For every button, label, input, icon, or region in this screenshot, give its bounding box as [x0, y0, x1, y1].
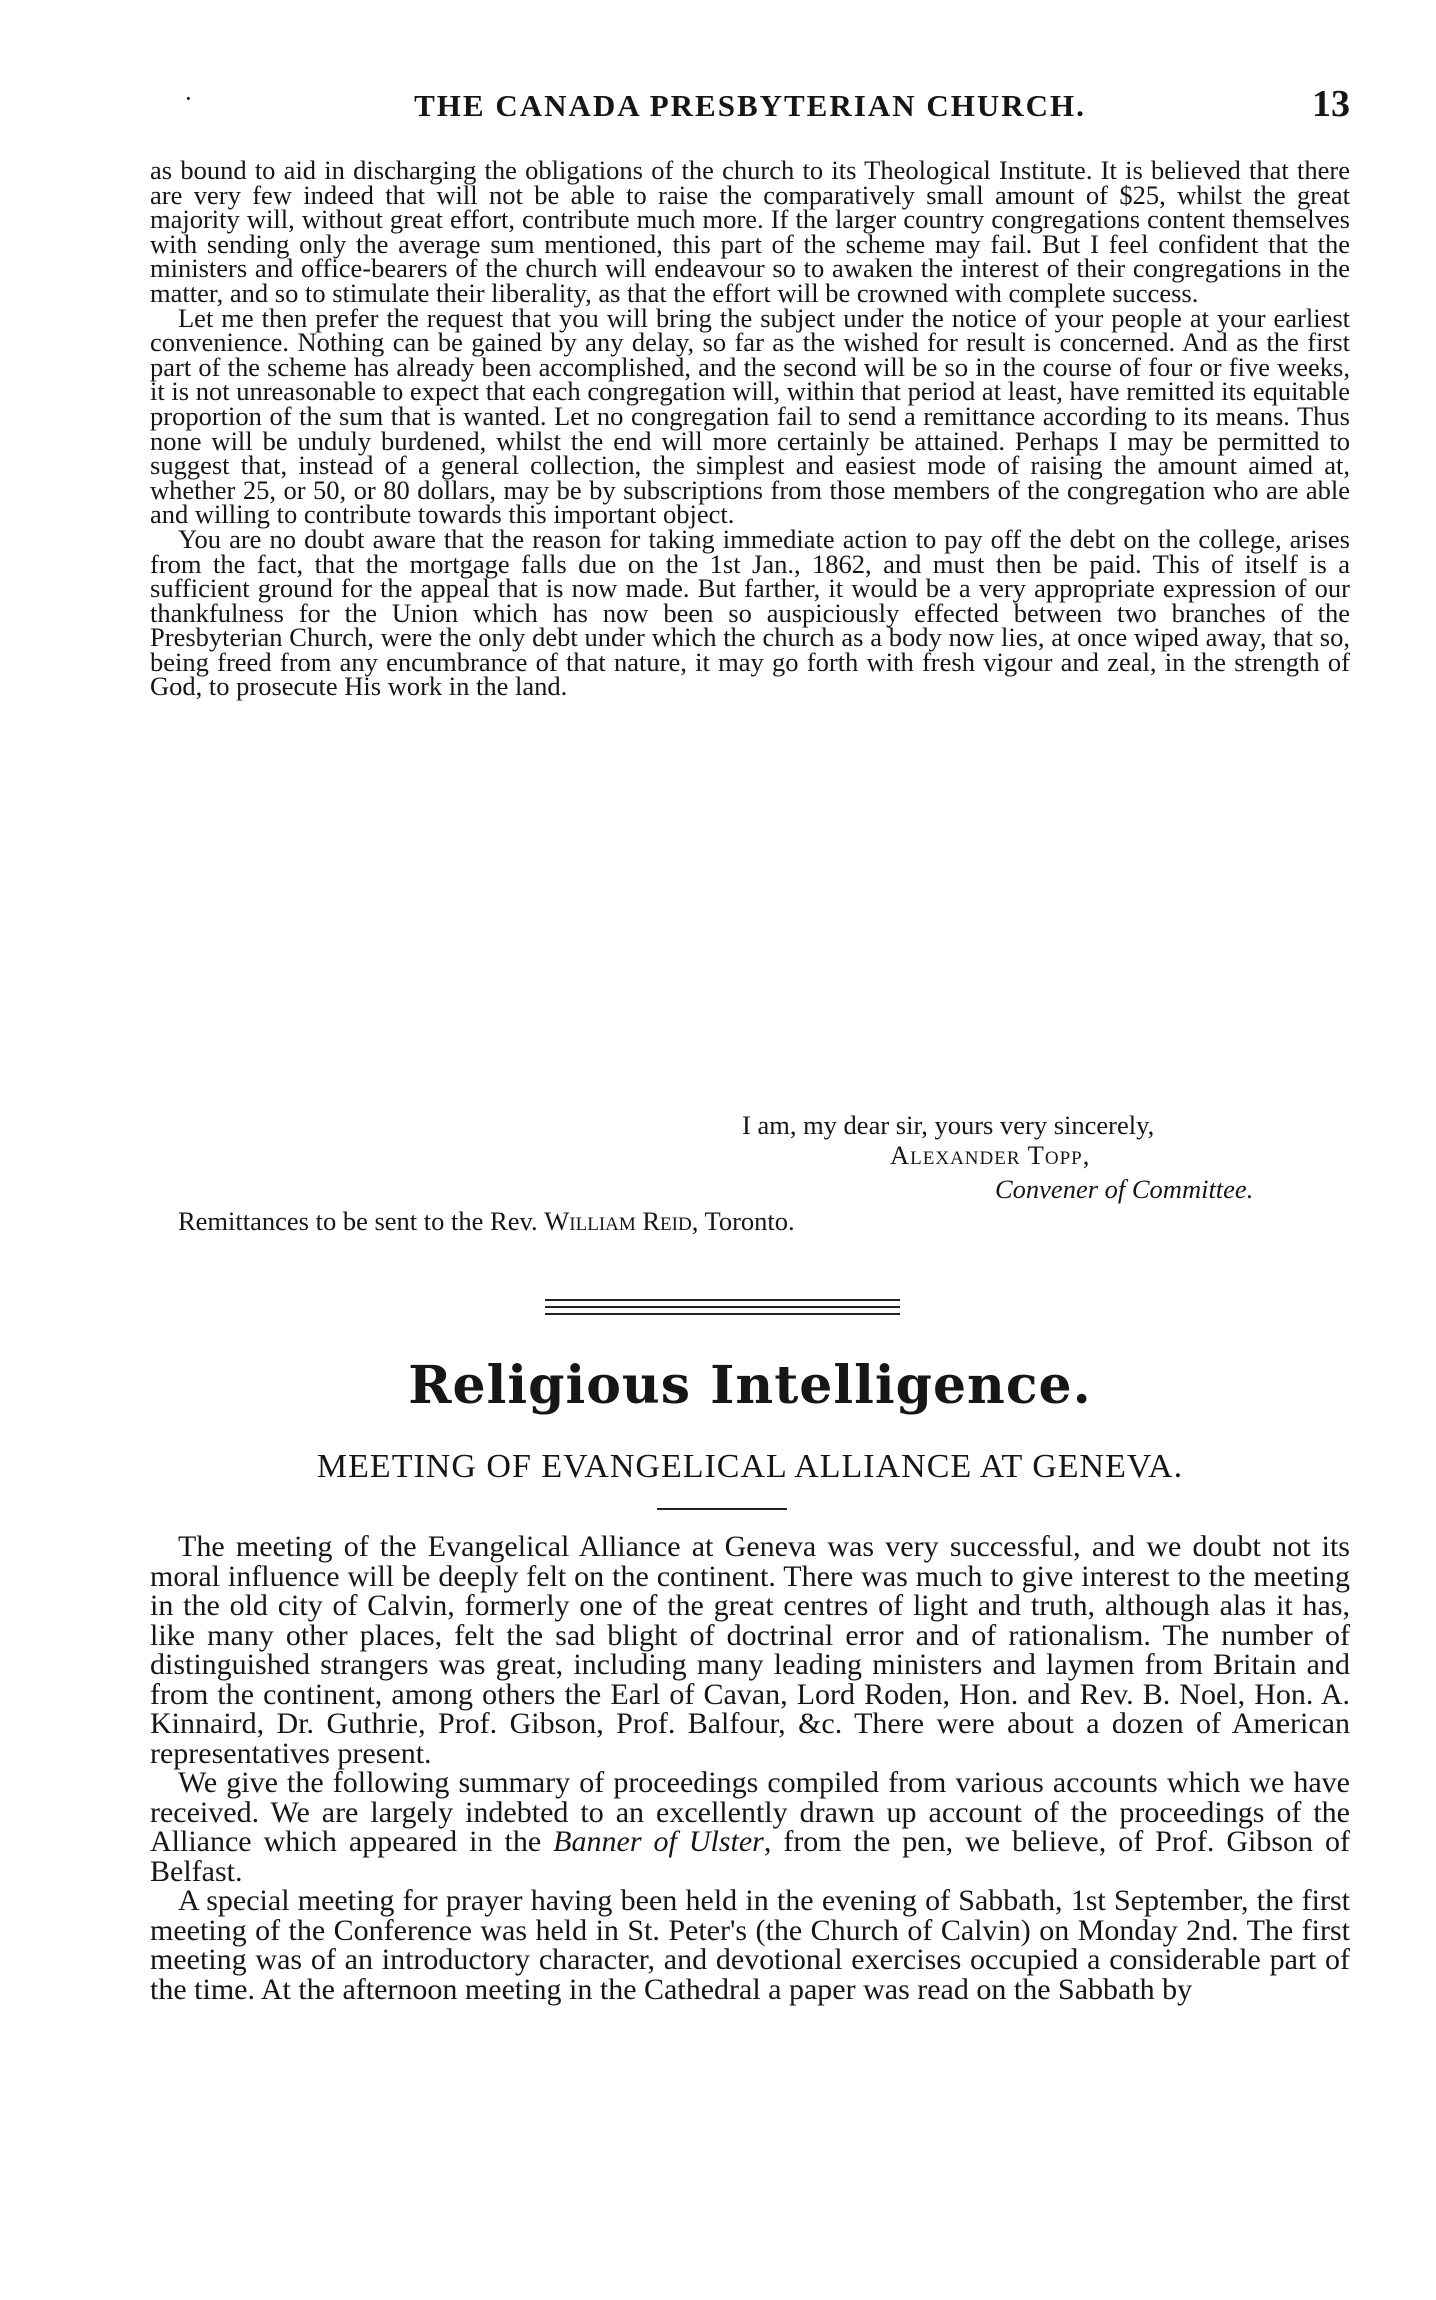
page-header: [150, 82, 1350, 132]
letter-signature: [150, 1110, 1350, 1250]
running-title: THE CANADA PRESBYTERIAN CHURCH.: [414, 88, 1086, 123]
publication-title: Banner of Ulster: [553, 1825, 764, 1858]
signatory-name: Alexander Topp,: [890, 1140, 1091, 1170]
article-body: [150, 1532, 1350, 2004]
title-rule: [657, 1508, 787, 1510]
remittance-note: [178, 1206, 795, 1237]
article-text: We give the following summary of proceedings compiled from various accounts which we have received. We are largely indebted to an excellently drawn up account of the proceedings of the Alliance which appeared in the: [150, 1766, 1350, 1858]
article-paragraph: The meeting of the Evangelical Alliance at Geneva was very successful, and we doubt not its moral influence will be deeply felt on the continent. There was much to give interest to the meeting in the old city of Calvin, formerly one of the great centres of light and truth, although alas it has, like many other places, felt the sad blight of doctrinal error and of rationalism. The number of distinguished strangers was great, including many leading ministers and laymen from Britain and from the continent, among others the Earl of Cavan, Lord Roden, Hon. and Rev. B. Noel, Hon. A. Kinnaird, Dr. Guthrie, Prof. Gibson, Prof. Balfour, &c. There were about a dozen of American representatives present.: [150, 1530, 1350, 1770]
letter-paragraph: Let me then prefer the request that you will bring the subject under the notice of your people at your earliest convenience. Nothing can be gained by any delay, so far as the wished for result is concerned. And as the first part of the scheme has already been accomplished, and the second will be so in the course of four or five weeks, it is not unreasonable to expect that each congregation will, within that period at least, have remitted its equitable proportion of the sum that is wanted. Let no congregation fail to send a remittance according to its means. Thus none will be unduly burdened, whilst the end will more certainly be attained. Perhaps I may be permitted to suggest that, instead of a general collection, the simplest and easiest mode of raising the amount aimed at, whether 25, or 50, or 80 dollars, may be by subscriptions from those members of the congregation who are able and willing to contribute towards this important object.: [150, 302, 1350, 530]
remittance-suffix: , Toronto.: [691, 1206, 795, 1236]
section-divider: [545, 1299, 900, 1301]
article-title: MEETING OF EVANGELICAL ALLIANCE AT GENEVA.: [316, 1448, 1184, 1485]
article-text: , from the pen, we believe, of Prof. Gibson of Belfast.: [150, 1825, 1351, 1888]
article-paragraph: [150, 1768, 1350, 1886]
remittance-prefix: Remittances to be sent to the Rev.: [178, 1206, 538, 1236]
letter-body: [150, 155, 1350, 702]
closing-line: I am, my dear sir, yours very sincerely,: [742, 1110, 1155, 1140]
remittance-name: William Reid: [544, 1206, 692, 1236]
letter-paragraph: as bound to aid in discharging the obligations of the church to its Theological Institute. It is believed that there are very few indeed that will not be able to raise the comparatively small amount of $25, whilst the great majority will, without great effort, contribute much more. If the larger country congregations content themselves with sending only the average sum mentioned, this part of the scheme may fail. But I feel confident that the ministers and office-bearers of the church will endeavour so to awaken the interest of their congregations in the matter, and so to stimulate their liberality, as that the effort will be crowned with complete success.: [150, 155, 1350, 308]
header-dot: ·: [184, 84, 193, 113]
section-divider: [545, 1313, 900, 1315]
section-divider: [545, 1306, 900, 1308]
article-paragraph: A special meeting for prayer having been held in the evening of Sabbath, 1st September, the first meeting of the Conference was held in St. Peter's (the Church of Calvin) on Monday 2nd. The first meeting was of an introductory character, and devotional exercises occupied a considerable part of the time. At the afternoon meeting in the Cathedral a paper was read on the Sabbath by: [150, 1884, 1350, 2006]
letter-paragraph: You are no doubt aware that the reason for taking immediate action to pay off the debt on the college, arises from the fact, that the mortgage falls due on the 1st Jan., 1862, and must then be paid. This of itself is a sufficient ground for the appeal that is now made. But farther, it would be a very appropriate expression of our thankfulness for the Union which has now been so auspiciously effected between two branches of the Presbyterian Church, were the only debt under which the church as a body now lies, at once wiped away, that so, being freed from any encumbrance of that nature, it may go forth with fresh vigour and zeal, in the strength of God, to prosecute His work in the land.: [150, 523, 1350, 702]
section-heading: Religious Intelligence.: [408, 1355, 1092, 1416]
page-number: 13: [1312, 83, 1350, 125]
signatory-title: Convener of Committee.: [995, 1174, 1254, 1204]
